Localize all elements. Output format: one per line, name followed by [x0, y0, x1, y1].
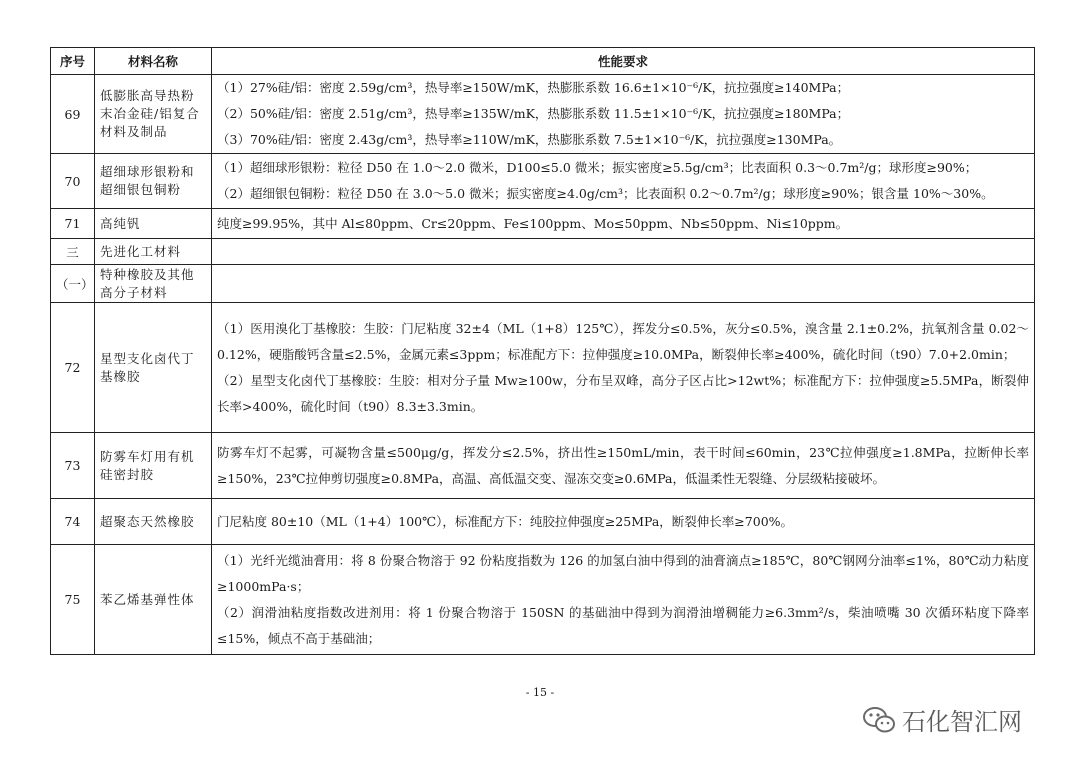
section-title: 特种橡胶及其他高分子材料: [95, 265, 212, 303]
table-row: [51, 545, 1035, 655]
header-req: 性能要求: [212, 48, 1035, 75]
row-no: 74: [51, 499, 95, 545]
row-no: 73: [51, 433, 95, 499]
section-no: （一）: [51, 265, 95, 303]
watermark-text: 石化智汇网: [902, 708, 1022, 736]
row-no: 75: [51, 545, 95, 655]
requirement-line: 门尼粘度 80±10（ML（1+4）100℃），标准配方下：纯胶拉伸强度≥25MPa，断裂伸长率≥700%。: [217, 513, 794, 529]
requirement: [212, 433, 1035, 499]
row-no: 71: [51, 209, 95, 239]
material-name: 超细球形银粉和超细银包铜粉: [95, 154, 212, 209]
table-row: [51, 433, 1035, 499]
header-no: 序号: [51, 48, 95, 75]
table-header-row: [51, 48, 1035, 75]
requirement-paragraph: （2）星型支化卤代丁基橡胶：生胶：相对分子量 Mw≥100w，分布呈双峰，高分子区占比>12wt%；标准配方下：拉伸强度≥5.5MPa，断裂伸长率>400%，硫化时间（t90）8.3±3.3min。: [217, 372, 1029, 414]
requirement-line: （3）70%硅/铝：密度 2.43g/cm³，热导率≥110W/mK，热膨胀系数 7.5±1×10⁻⁶/K，抗拉强度≥130MPa。: [217, 132, 842, 147]
requirement-paragraph: （1）光纤光缆油膏用：将 8 份聚合物溶于 92 份粘度指数为 126 的加氢白油中得到的油膏滴点≥185℃，80℃钢网分油率≤1%，80℃动力粘度≥1000mPa·s；: [217, 552, 1029, 594]
requirement: [212, 303, 1035, 433]
requirement-paragraph: （2）润滑油粘度指数改进剂用：将 1 份聚合物溶于 150SN 的基础油中得到为润滑油增稠能力≥6.3mm²/s，柴油喷嘴 30 次循环粘度下降率≤15%，倾点不高于基础油；: [217, 604, 1029, 646]
requirement-line: （2）50%硅/铝：密度 2.51g/cm³，热导率≥135W/mK，热膨胀系数 11.5±1×10⁻⁶/K，抗拉强度≥180MPa；: [217, 106, 850, 121]
requirement: [212, 154, 1035, 209]
requirement-line: （1）27%硅/铝：密度 2.59g/cm³，热导率≥150W/mK，热膨胀系数 16.6±1×10⁻⁶/K，抗拉强度≥140MPa；: [217, 80, 850, 95]
requirement: [212, 75, 1035, 154]
table-row: [51, 209, 1035, 239]
requirement: [212, 499, 1035, 545]
watermark: [862, 702, 1022, 737]
section-no: 三: [51, 239, 95, 265]
section-row: [51, 265, 1035, 303]
requirement: [212, 209, 1035, 239]
material-name: 高纯钒: [95, 209, 212, 239]
requirement-paragraph: （1）医用溴化丁基橡胶：生胶：门尼粘度 32±4（ML（1+8）125℃），挥发分≤0.5%，灰分≤0.5%，溴含量 2.1±0.2%，抗氧剂含量 0.02～0.12%，硬脂酸钙含量≤2.5%，金属元素≤3ppm；标准配方下：拉伸强度≥10.0MPa，断裂伸长率≥400%，硫化时间（t90）7.0+2.0min；: [217, 320, 1029, 362]
table-row: [51, 499, 1035, 545]
requirement-line: （1）超细球形银粉：粒径 D50 在 1.0～2.0 微米，D100≤5.0 微米；振实密度≥5.5g/cm³；比表面积 0.3～0.7m²/g；球形度≥90%；: [217, 160, 978, 175]
requirement-line: 纯度≥99.95%，其中 Al≤80ppm、Cr≤20ppm、Fe≤100ppm、Mo≤50ppm、Nb≤50ppm、Ni≤10ppm。: [217, 215, 849, 231]
header-name: 材料名称: [95, 48, 212, 75]
requirement-line: （2）超细银包铜粉：粒径 D50 在 3.0～5.0 微米；振实密度≥4.0g/cm³；比表面积 0.2～0.7m²/g；球形度≥90%；银含量 10%～30%。: [217, 186, 994, 201]
section-row: [51, 239, 1035, 265]
row-no: 69: [51, 75, 95, 154]
table-row: [51, 154, 1035, 209]
material-name: 防雾车灯用有机硅密封胶: [95, 433, 212, 499]
spec-table: [50, 47, 1035, 655]
row-no: 70: [51, 154, 95, 209]
page-number: - 15 -: [525, 686, 555, 699]
wechat-icon: [862, 706, 896, 734]
section-title: 先进化工材料: [95, 239, 212, 265]
material-name: 星型支化卤代丁基橡胶: [95, 303, 212, 433]
table-row: [51, 303, 1035, 433]
material-name: 低膨胀高导热粉末冶金硅/铝复合材料及制品: [95, 75, 212, 154]
requirement: [212, 545, 1035, 655]
requirement-paragraph: 防雾车灯不起雾，可凝物含量≤500μg/g，挥发分≤2.5%，挤出性≥150mL/min，表干时间≤60min，23℃拉伸强度≥1.8MPa，拉断伸长率≥150%，23℃拉伸剪切强度≥0.8MPa，高温、高低温交变、湿冻交变≥0.6MPa，低温柔性无裂缝、分层级粘接破坏。: [217, 444, 1029, 486]
material-name: 苯乙烯基弹性体: [95, 545, 212, 655]
table-row: [51, 75, 1035, 154]
row-no: 72: [51, 303, 95, 433]
material-name: 超聚态天然橡胶: [95, 499, 212, 545]
